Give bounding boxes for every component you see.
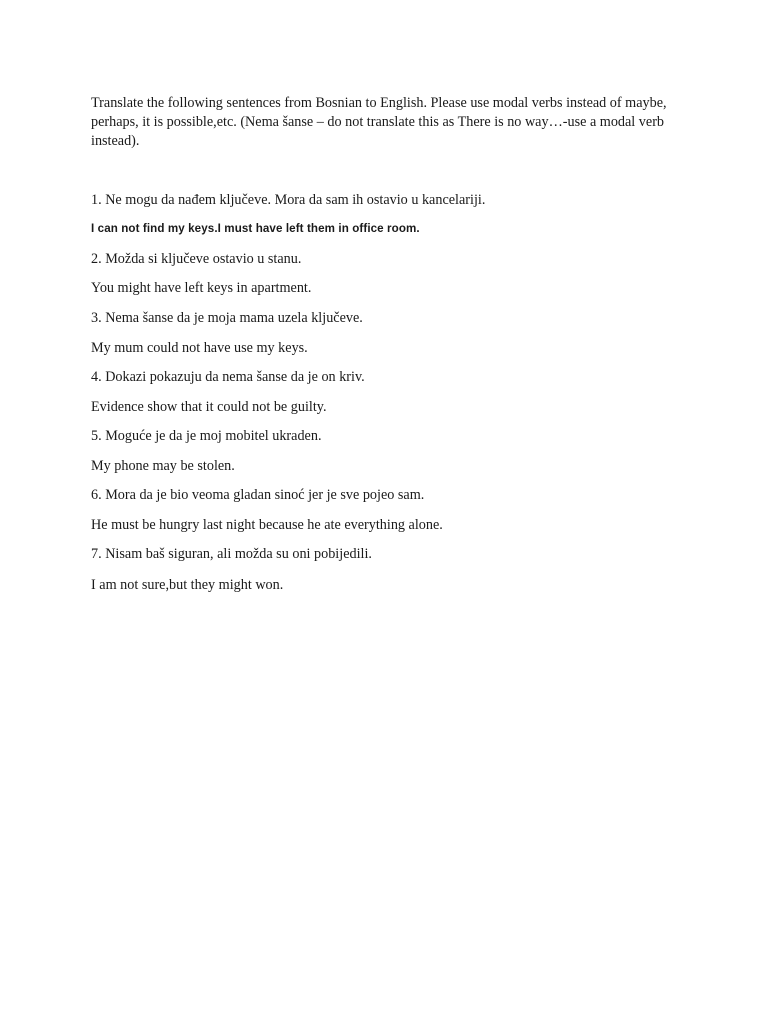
answer-6: He must be hungry last night because he ate everything alone.	[91, 517, 443, 533]
sentence-6: 6. Mora da je bio veoma gladan sinoć jer je sve pojeo sam.	[91, 487, 425, 503]
answer-4: Evidence show that it could not be guilty.	[91, 399, 327, 415]
sentence-7: 7. Nisam baš siguran, ali možda su oni pobijedili.	[91, 546, 372, 562]
sentence-4: 4. Dokazi pokazuju da nema šanse da je on kriv.	[91, 369, 365, 385]
sentence-1: 1. Ne mogu da nađem ključeve. Mora da sam ih ostavio u kancelariji.	[91, 192, 486, 208]
sentence-3: 3. Nema šanse da je moja mama uzela ključeve.	[91, 310, 363, 326]
answer-1: I can not find my keys.I must have left them in office room.	[91, 222, 420, 235]
sentence-5: 5. Moguće je da je moj mobitel ukraden.	[91, 428, 322, 444]
sentence-2: 2. Možda si ključeve ostavio u stanu.	[91, 251, 302, 267]
instructions-paragraph: Translate the following sentences from Bosnian to English. Please use modal verbs instead of maybe, perhaps, it is possible,etc. (Nema šanse – do not translate this as There is no way…-use a modal verb instead).	[91, 95, 667, 149]
answer-2: You might have left keys in apartment.	[91, 280, 312, 296]
answer-3: My mum could not have use my keys.	[91, 340, 308, 356]
answer-7: I am not sure,but they might won.	[91, 577, 284, 593]
answer-5: My phone may be stolen.	[91, 458, 235, 474]
